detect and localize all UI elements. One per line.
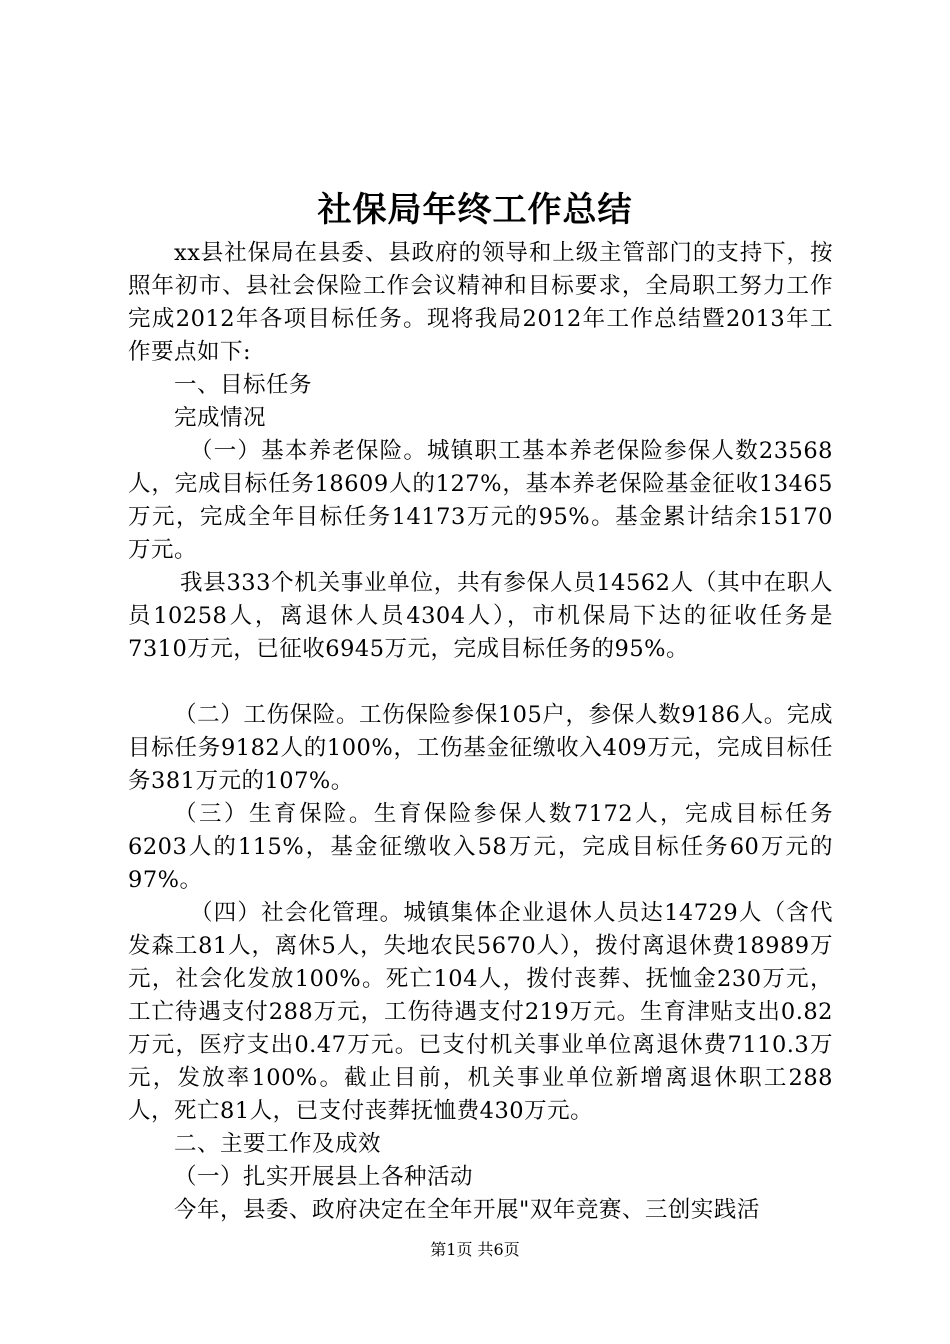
subheading-completion: 完成情况 <box>174 405 267 431</box>
paragraph-pension: （一）基本养老保险。城镇职工基本养老保险参保人数23568人，完成目标任务18609人的127%，基本养老保险基金征收13465万元，完成全年目标任务14173万元的95%。基金累计结余15170万元。 <box>128 438 833 563</box>
document-body <box>128 237 833 1227</box>
paragraph-injury-insurance: （二）工伤保险。工伤保险参保105户，参保人数9186人。完成目标任务9182人的100%，工伤基金征缴收入409万元，完成目标任务381万元的107%。 <box>128 702 833 794</box>
section-heading-main-work: 二、主要工作及成效 <box>174 1131 382 1157</box>
paragraph-social-management: （四）社会化管理。城镇集体企业退休人员达14729人（含代发森工81人，离休5人，失地农民5670人），拨付离退休费18989万元，社会化发放100%。死亡104人，拨付丧葬、抚恤金230万元，工亡待遇支付288万元，工伤待遇支付219万元。生育津贴支出0.82万元，医疗支出0.47万元。已支付机关事业单位离退休费7110.3万元，发放率100%。截止目前，机关事业单位新增离退休职工288人，死亡81人，已支付丧葬抚恤费430万元。 <box>128 900 833 1124</box>
paragraph-activities: 今年，县委、政府决定在全年开展"双年竞赛、三创实践活 <box>174 1197 760 1223</box>
paragraph-maternity-insurance: （三）生育保险。生育保险参保人数7172人，完成目标任务6203人的115%，基金征缴收入58万元，完成目标任务60万元的97%。 <box>128 801 833 893</box>
paragraph-intro: xx县社保局在县委、县政府的领导和上级主管部门的支持下，按照年初市、县社会保险工作会议精神和目标要求，全局职工努力工作完成2012年各项目标任务。现将我局2012年工作总结暨2013年工作要点如下: <box>128 240 833 365</box>
section-heading-goals: 一、目标任务 <box>174 372 313 398</box>
blank-line <box>128 666 833 699</box>
document-title: 社保局年终工作总结 <box>317 190 633 230</box>
paragraph-institutions: 我县333个机关事业单位，共有参保人员14562人（其中在职人员10258人，离退休人员4304人），市机保局下达的征收任务是7310万元，已征收6945万元，完成目标任务的95%。 <box>128 570 833 662</box>
subheading-activities: （一）扎实开展县上各种活动 <box>174 1164 474 1190</box>
page-footer: 第1页 共6页 <box>430 1240 520 1259</box>
